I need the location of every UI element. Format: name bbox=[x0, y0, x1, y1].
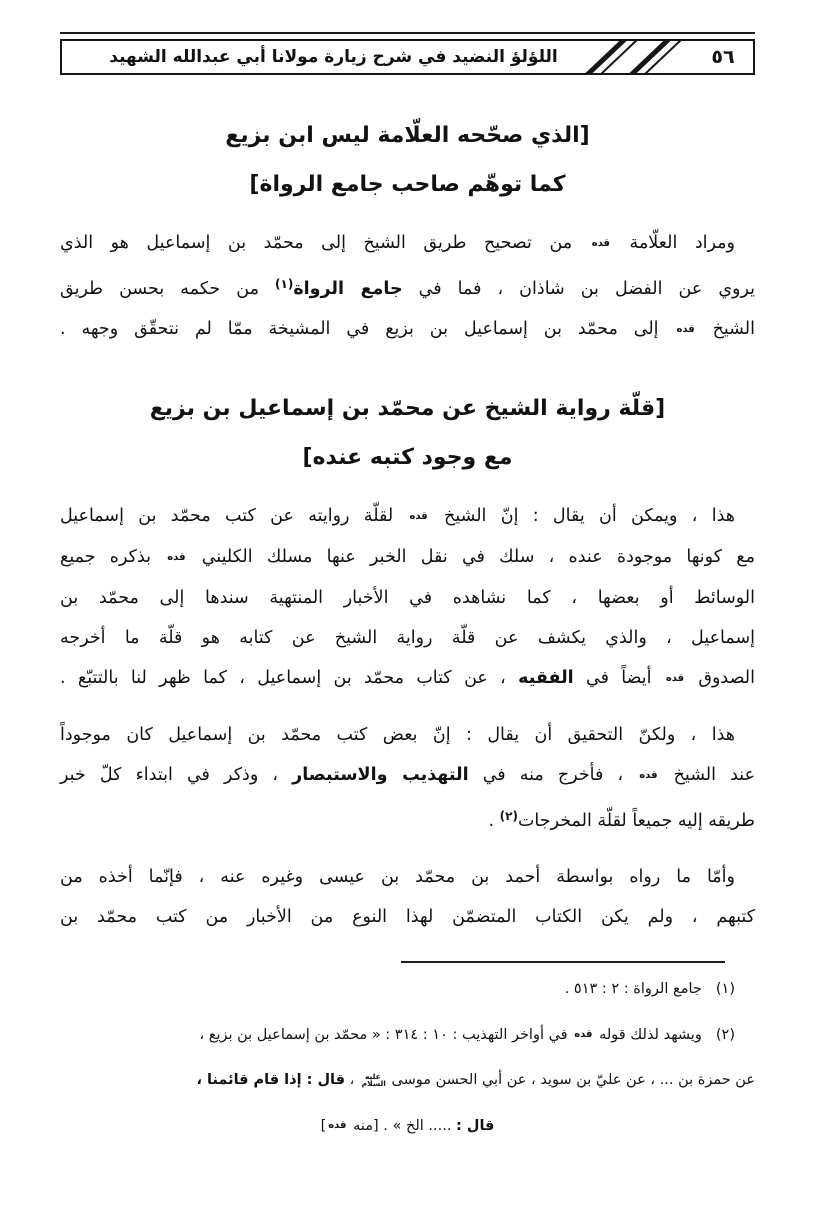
text-run: ويشهد لذلك قوله bbox=[594, 1027, 702, 1043]
text-run: ، bbox=[344, 1072, 359, 1088]
text-line bbox=[60, 537, 755, 578]
footnote-separator bbox=[401, 961, 725, 963]
text-line bbox=[60, 658, 755, 699]
text-line bbox=[60, 618, 755, 658]
text-run: الصدوق bbox=[686, 668, 755, 688]
honorific-mark: قده bbox=[167, 552, 186, 563]
text-line bbox=[60, 857, 755, 897]
text-line bbox=[60, 897, 755, 937]
text-line bbox=[60, 111, 755, 160]
honorific-mark: قده bbox=[676, 324, 695, 335]
heading bbox=[60, 384, 755, 482]
text-run: أيضاً في bbox=[573, 668, 664, 688]
bold-text: جامع الرواة bbox=[293, 279, 403, 299]
text-run: من تصحيح طريق الشيخ إلى محمّد بن إسماعيل هو الذي bbox=[60, 233, 590, 253]
text-line bbox=[60, 578, 755, 618]
text-line bbox=[60, 715, 755, 755]
footnote-marker: (١) bbox=[715, 981, 735, 997]
text-line bbox=[60, 309, 755, 350]
text-run: هذا ، ولكنّ التحقيق أن يقال : إنّ بعض كتب محمّد بن إسماعيل كان موجوداً bbox=[60, 725, 735, 745]
text-run: طريقه إليه جميعاً لقلّة المخرجات bbox=[517, 811, 755, 831]
text-line bbox=[60, 223, 755, 264]
text-line bbox=[60, 264, 755, 309]
text-run: من حكمه بحسن طريق bbox=[60, 279, 276, 299]
text-run: هذا ، ويمكن أن يقال : إنّ الشيخ bbox=[429, 506, 735, 526]
text-line bbox=[60, 796, 755, 841]
text-line bbox=[60, 755, 755, 796]
text-run: وأمّا ما رواه بواسطة أحمد بن محمّد بن عيسى وغيره عنه ، فإنّما أخذه من bbox=[60, 867, 735, 887]
bold-text: الفقيه bbox=[518, 668, 574, 688]
paragraph bbox=[60, 223, 755, 350]
footnote bbox=[60, 1012, 755, 1149]
page-number: ٥٦ bbox=[711, 46, 735, 68]
paragraph bbox=[60, 715, 755, 841]
text-run: مع وجود كتبه عنده] bbox=[302, 445, 513, 470]
text-run: ، وذكر في ابتداء كلّ خبر bbox=[60, 765, 293, 785]
honorific-mark: عليه السلام bbox=[361, 1072, 386, 1088]
text-run: جامع الرواة : ٢ : ٥١٣ . bbox=[564, 981, 702, 997]
footnotes-area bbox=[60, 967, 755, 1149]
text-run: الوسائط أو بعضها ، كما نشاهده في الأخبار المنتهية سندها إلى محمّد بن bbox=[60, 588, 755, 608]
page-header bbox=[60, 32, 755, 75]
heading bbox=[60, 111, 755, 209]
text-line bbox=[60, 1103, 755, 1149]
text-run: [الذي صحّحه العلّامة ليس ابن بزيع bbox=[225, 123, 590, 148]
book-title-header: اللؤلؤ النضيد في شرح زيارة مولانا أبي عبدالله الشهيد bbox=[109, 47, 558, 67]
text-run: ..... الخ » . [منه bbox=[348, 1118, 457, 1134]
text-line bbox=[60, 967, 755, 1012]
text-run: إسماعيل ، والذي يكشف عن قلّة رواية الشيخ عن كتابه هو قلّة ما أخرجه bbox=[60, 628, 755, 648]
footnote bbox=[60, 967, 755, 1012]
text-line bbox=[60, 496, 755, 537]
text-run: إلى محمّد بن إسماعيل بن بزيع في المشيخة ممّا لم نتحقّق وجهه . bbox=[60, 319, 675, 339]
text-line bbox=[60, 433, 755, 482]
honorific-mark: قده bbox=[328, 1120, 347, 1131]
text-run: ومراد العلّامة bbox=[611, 233, 735, 253]
paragraph bbox=[60, 496, 755, 699]
text-run: . bbox=[488, 811, 500, 831]
text-line bbox=[60, 1058, 755, 1103]
text-run: في أواخر التهذيب : ١٠ : ٣١٤ : « محمّد بن إسماعيل بن بزيع ، bbox=[199, 1027, 573, 1043]
page-content bbox=[60, 111, 755, 937]
bold-text: قال : bbox=[456, 1118, 495, 1134]
text-run: ] bbox=[320, 1118, 327, 1134]
footnote-ref: (٢) bbox=[499, 809, 518, 823]
header-box bbox=[60, 39, 755, 75]
text-run: لقلّة روايته عن كتب محمّد بن إسماعيل bbox=[60, 506, 408, 526]
text-line bbox=[60, 1012, 755, 1058]
header-top-rule bbox=[60, 32, 755, 34]
text-line bbox=[60, 160, 755, 209]
text-run: كما توهّم صاحب جامع الرواة] bbox=[249, 172, 566, 197]
honorific-mark: قده bbox=[409, 511, 428, 522]
text-run: [قلّة رواية الشيخ عن محمّد بن إسماعيل بن بزيع bbox=[149, 396, 666, 421]
honorific-mark: قده bbox=[591, 238, 610, 249]
text-run: مع كونها موجودة عنده ، سلك في نقل الخبر عنها مسلك الكليني bbox=[187, 547, 755, 567]
bold-text: قال : إذا قام قائمنا ، bbox=[196, 1072, 345, 1088]
header-slashes-icon bbox=[575, 41, 693, 73]
text-run: كتبهم ، ولم يكن الكتاب المتضمّن لهذا النوع من الأخبار من كتب محمّد بن bbox=[60, 907, 755, 927]
text-run: ، عن كتاب محمّد بن إسماعيل ، كما ظهر لنا بالتتبّع . bbox=[60, 668, 519, 688]
text-run: بذكره جميع bbox=[60, 547, 166, 567]
text-run: عند الشيخ bbox=[659, 765, 756, 785]
footnote-marker: (٢) bbox=[715, 1027, 735, 1043]
bold-text: التهذيب والاستبصار bbox=[292, 765, 469, 785]
text-line bbox=[60, 384, 755, 433]
honorific-mark: قده bbox=[665, 673, 685, 684]
honorific-mark: قده bbox=[639, 770, 658, 781]
footnote-ref: (١) bbox=[275, 277, 294, 291]
text-run: عن حمزة بن ... ، عن عليّ بن سويد ، عن أبي الحسن موسى bbox=[386, 1072, 755, 1088]
paragraph bbox=[60, 857, 755, 937]
text-run: ، فأخرج منه في bbox=[468, 765, 638, 785]
text-run: الشيخ bbox=[696, 319, 755, 339]
honorific-mark: قده bbox=[574, 1029, 593, 1040]
text-run: يروي عن الفضل بن شاذان ، فما في bbox=[402, 279, 756, 299]
